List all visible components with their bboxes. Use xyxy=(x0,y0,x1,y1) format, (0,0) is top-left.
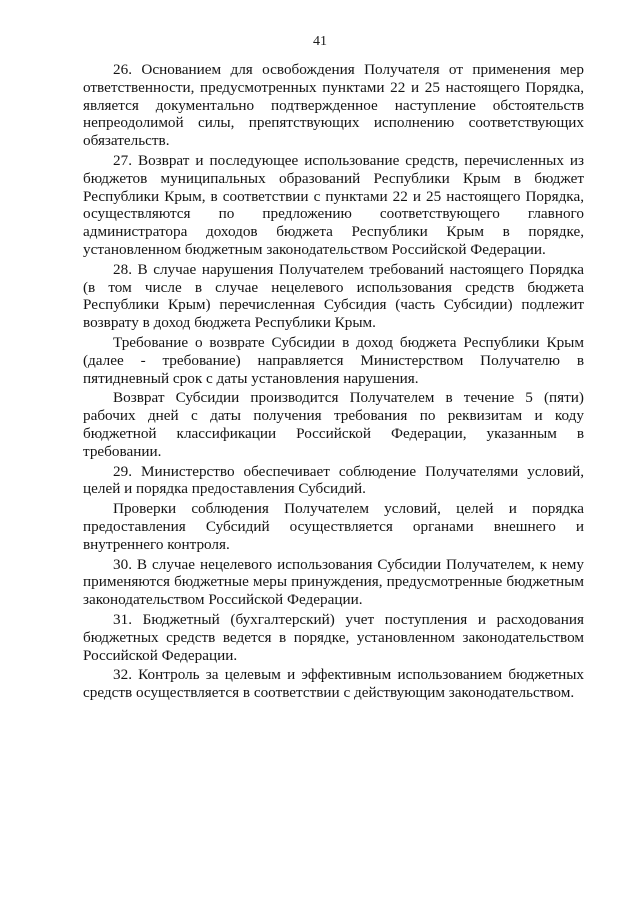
paragraph-32: 32. Контроль за целевым и эффективным использованием бюджетных средств осуществляется в соответствии с действующим законодательством. xyxy=(83,666,584,702)
paragraph-28-refund: Возврат Субсидии производится Получателем в течение 5 (пяти) рабочих дней с даты получения требования по реквизитам и коду бюджетной классификации Российской Федерации, указанным в требовании. xyxy=(83,389,584,460)
page-number: 41 xyxy=(313,34,327,49)
paragraph-29-inspections: Проверки соблюдения Получателем условий, целей и порядка предоставления Субсидий осуществляется органами внешнего и внутреннего контроля. xyxy=(83,500,584,553)
paragraph-27: 27. Возврат и последующее использование средств, перечисленных из бюджетов муниципальных образований Республики Крым в бюджет Республики Крым, в соответствии с пунктами 22 и 25 настоящего Порядка, осуществляются по предложению соответствующего главного администратора доходов бюджета Республики Крым в порядке, установленном бюджетным законодательством Российской Федерации. xyxy=(83,151,584,258)
document-body xyxy=(83,61,584,704)
paragraph-29: 29. Министерство обеспечивает соблюдение Получателями условий, целей и порядка предоставления Субсидий. xyxy=(83,462,584,498)
paragraph-31: 31. Бюджетный (бухгалтерский) учет поступления и расходования бюджетных средств ведется в порядке, установленном законодательством Российской Федерации. xyxy=(83,610,584,664)
paragraph-28-requirement: Требование о возврате Субсидии в доход бюджета Республики Крым (далее - требование) направляется Министерством Получателю в пятидневный срок с даты установления нарушения. xyxy=(83,333,584,387)
paragraph-28: 28. В случае нарушения Получателем требований настоящего Порядка (в том числе в случае нецелевого использования средств бюджета Республики Крым) перечисленная Субсидия (часть Субсидии) подлежит возврату в доход бюджета Республики Крым. xyxy=(83,260,584,332)
paragraph-26: 26. Основанием для освобождения Получателя от применения мер ответственности, предусмотренных пунктами 22 и 25 настоящего Порядка, является документально подтвержденное наступление обстоятельств непреодолимой силы, препятствующих исполнению соответствующих обязательств. xyxy=(83,61,584,150)
paragraph-30: 30. В случае нецелевого использования Субсидии Получателем, к нему применяются бюджетные меры принуждения, предусмотренные бюджетным законодательством Российской Федерации. xyxy=(83,555,584,609)
